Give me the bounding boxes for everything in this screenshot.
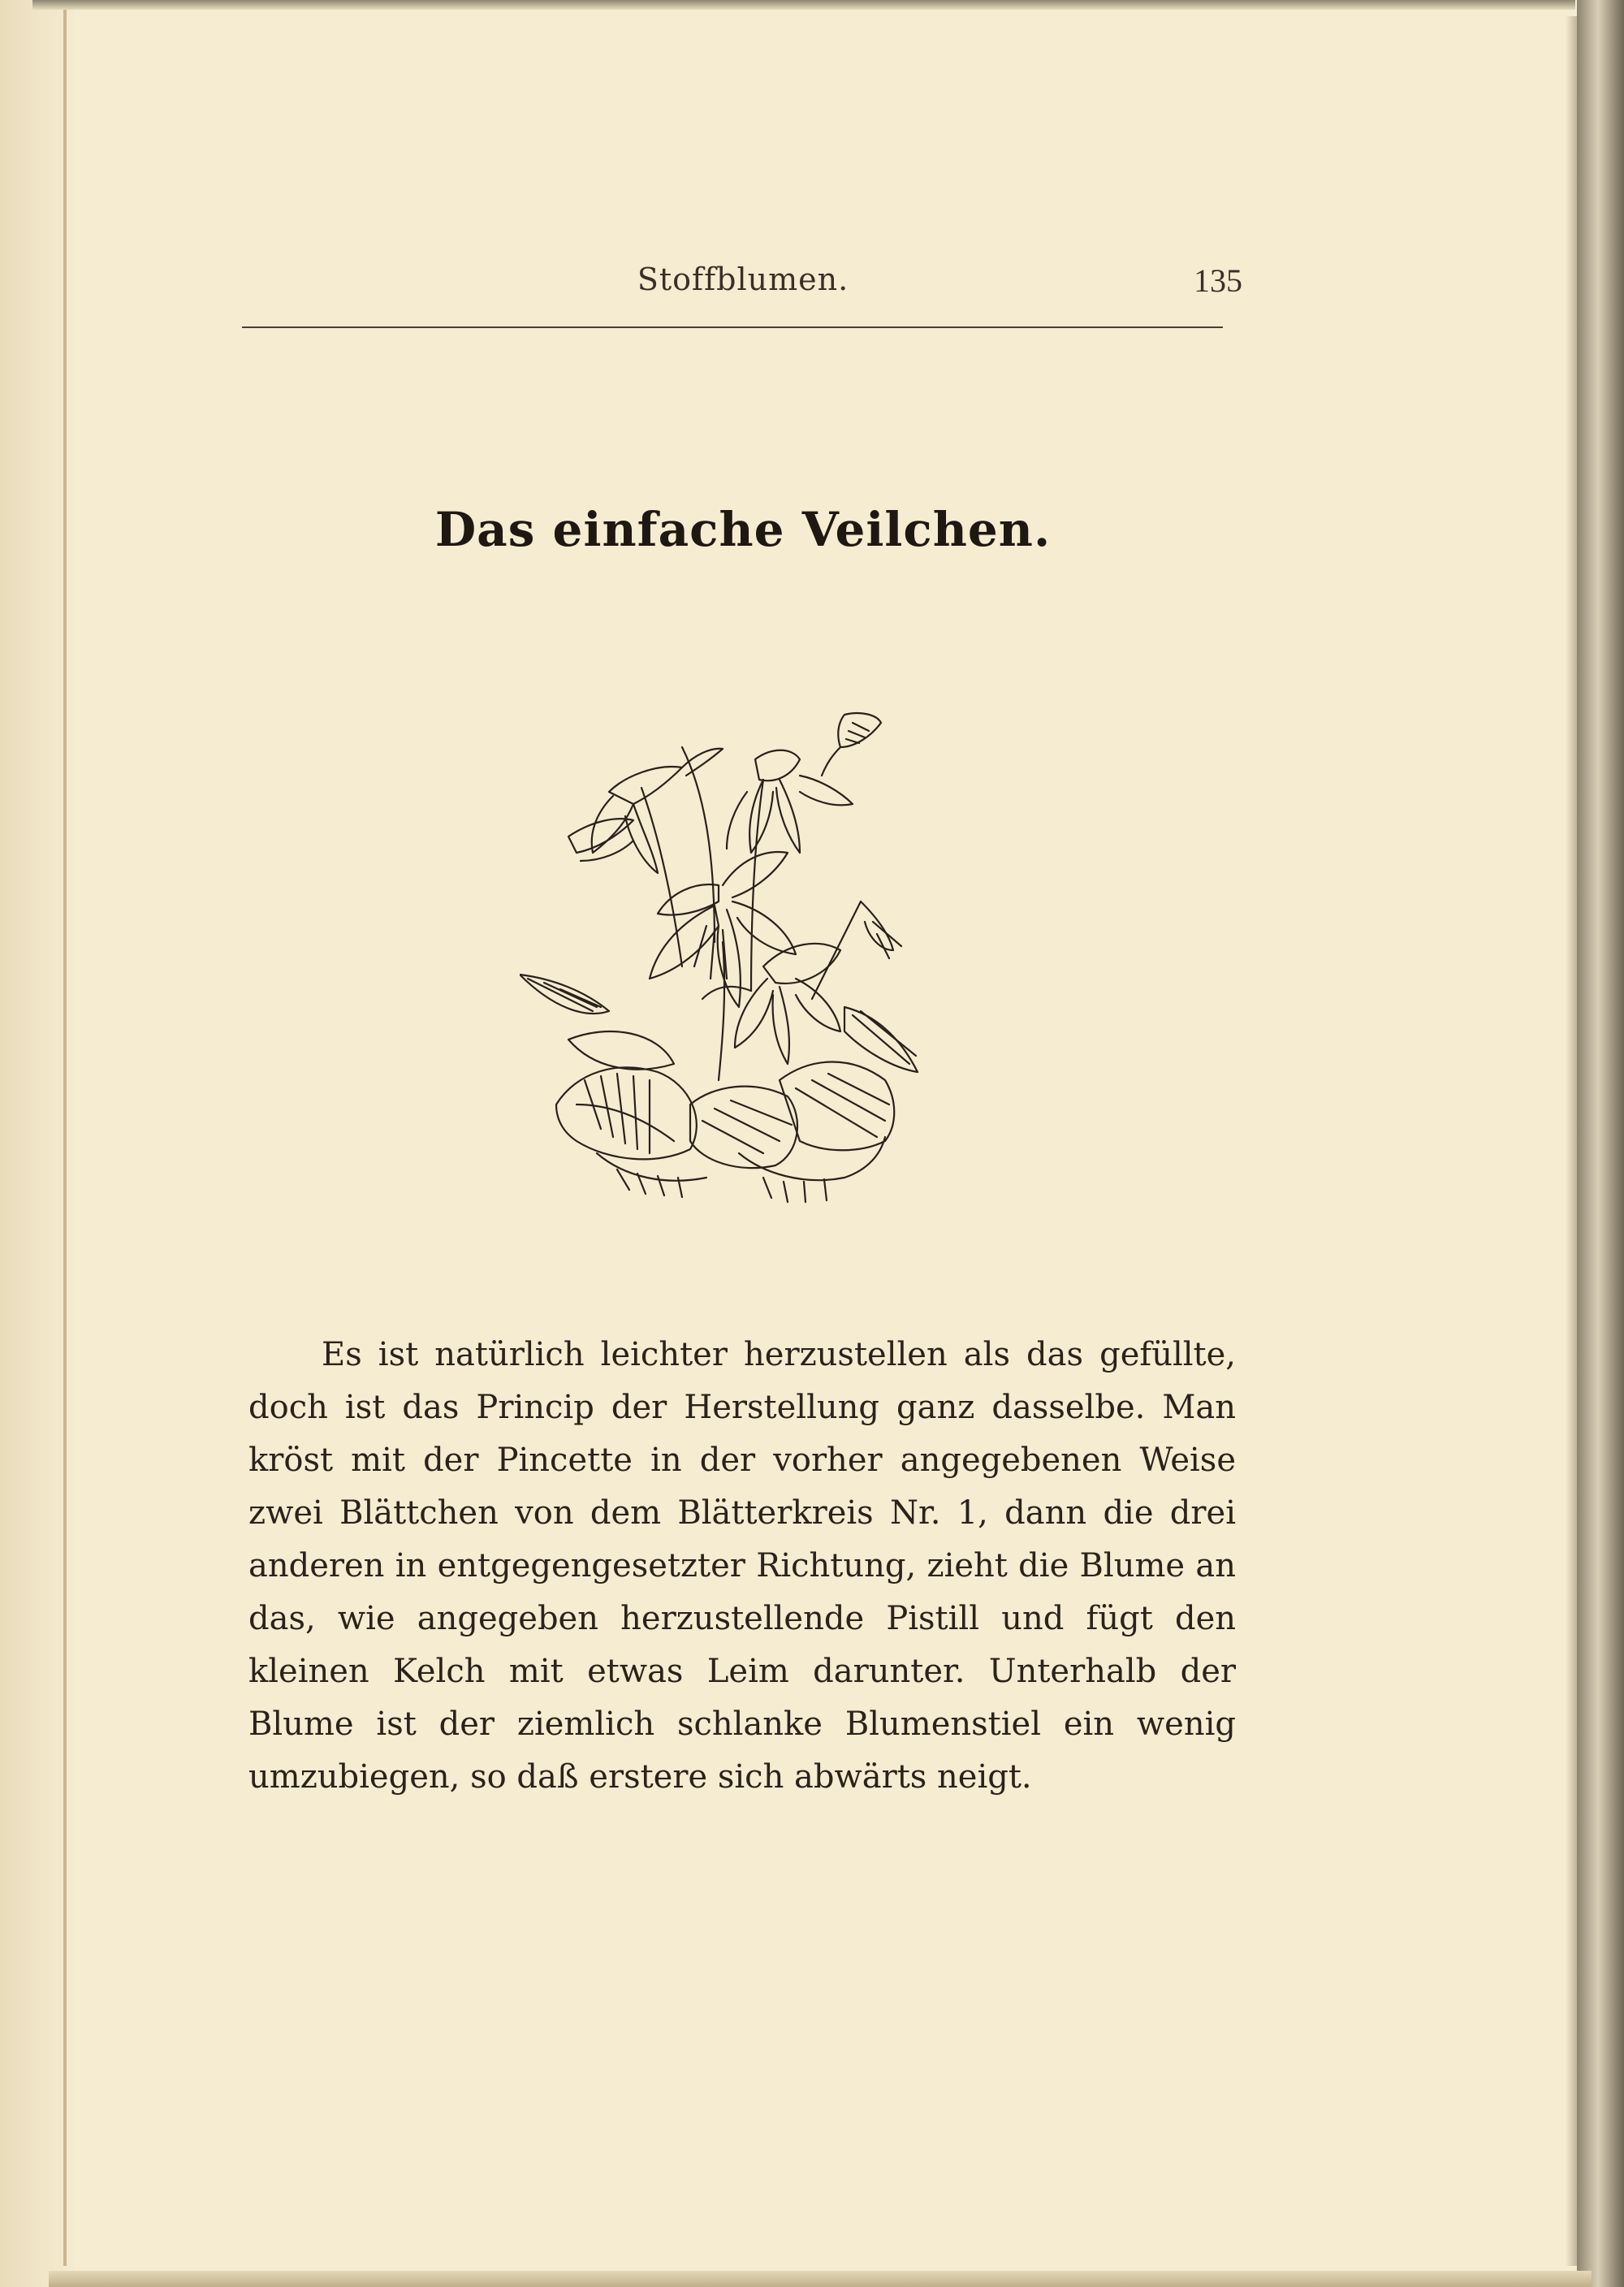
edge-shadow [1566, 16, 1577, 2266]
right-page-block-edge [1577, 0, 1624, 2287]
running-head-title: Stoffblumen. [637, 262, 849, 297]
section-heading: Das einfache Veilchen. [434, 502, 1052, 557]
page-number: 135 [1194, 262, 1242, 299]
violet-flower-engraving-icon [520, 698, 958, 1218]
body-text [248, 1329, 1236, 1804]
top-page-edge [32, 0, 1575, 10]
body-paragraph: Es ist natürlich leichter herzustellen als das gefüllte, doch ist das Princip der Herstellung ganz dasselbe. Man kröst mit der Pincette in der vorher angegebenen Weise zwei Blättchen von dem Blätterkreis Nr. 1, dann die drei anderen in entgegengesetzter Richtung, zieht die Blume an das, wie angegeben herzustellende Pistill und fügt den kleinen Kelch mit etwas Leim darunter. Unterhalb der Blume ist der ziemlich schlanke Blumenstiel ein wenig umzubiegen, so daß erstere sich abwärts neigt. [248, 1336, 1236, 1796]
running-head [244, 262, 1242, 302]
page-gutter [0, 0, 73, 2287]
bottom-page-edge [49, 2271, 1592, 2287]
gutter-fold [63, 0, 67, 2266]
header-rule [242, 326, 1223, 328]
